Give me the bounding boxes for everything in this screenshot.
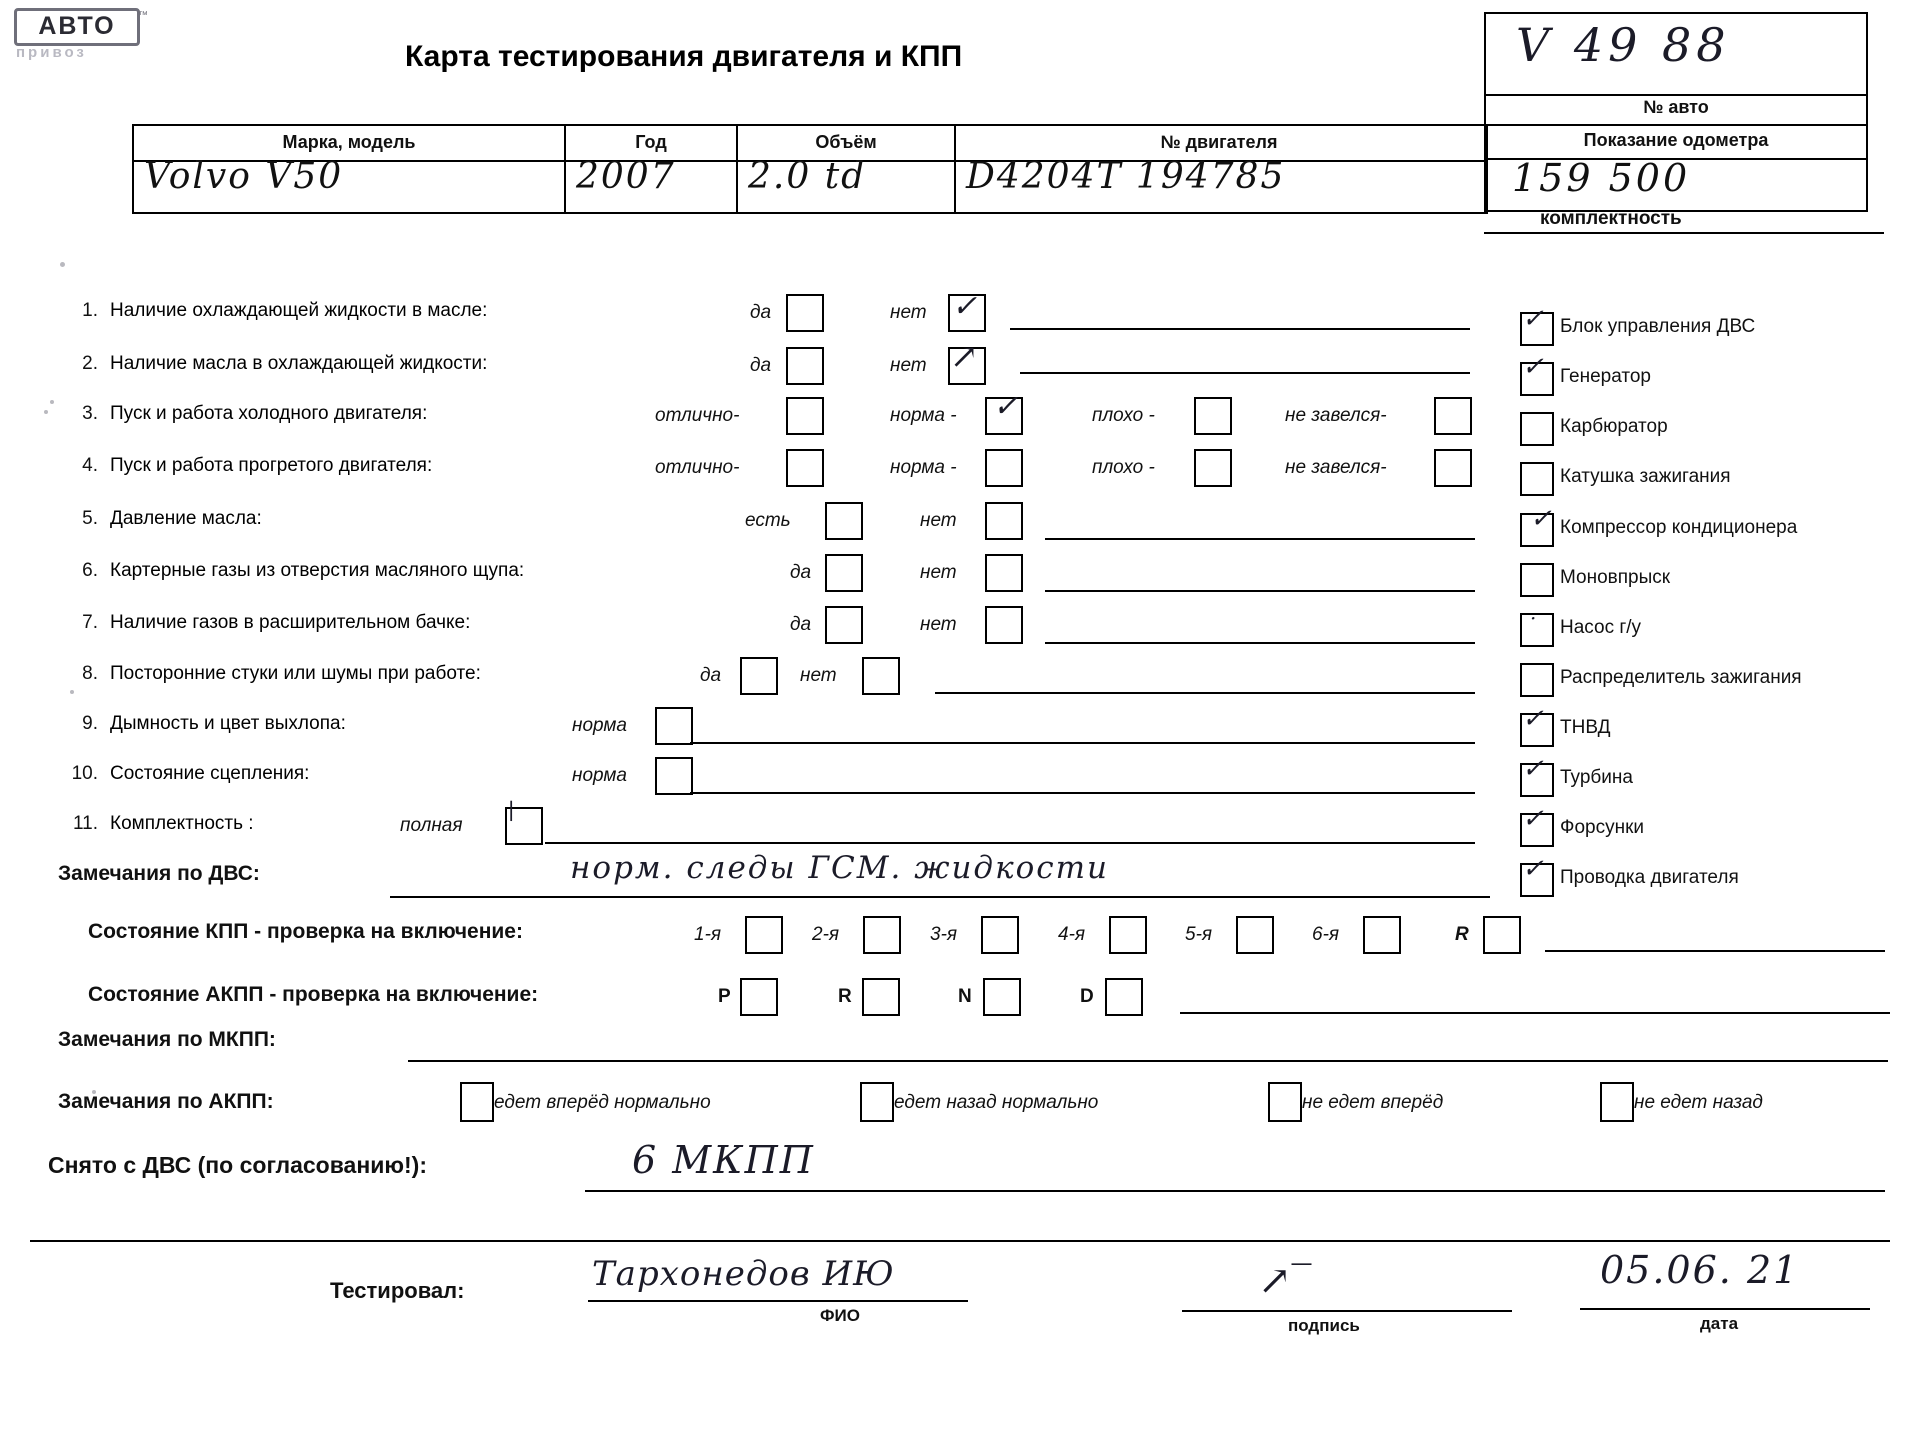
- completeness-item-9-label: Турбина: [1560, 767, 1633, 788]
- completeness-item-2-checkbox[interactable]: [1520, 412, 1554, 446]
- completeness-item-7-label: Распределитель зажигания: [1560, 667, 1802, 688]
- akpp-position-0-checkbox[interactable]: [740, 978, 778, 1016]
- cell-model: [134, 156, 564, 212]
- question-4-option-3-label: не завелся-: [1285, 457, 1387, 478]
- akpp-position-3-label: D: [1080, 986, 1094, 1007]
- question-9-label: Дымность и цвет выхлопа:: [110, 713, 346, 734]
- question-6-label: Картерные газы из отверстия масляного щупа:: [110, 560, 525, 581]
- cell-engine-number: [956, 156, 1482, 212]
- question-7-number: 7.: [82, 612, 98, 633]
- completeness-item-8-checkmark-icon: ✓: [1522, 704, 1544, 734]
- question-11-label: Комплектность :: [110, 813, 254, 834]
- question-11-number: 11.: [72, 813, 98, 834]
- cell-year-value: 2007: [576, 156, 676, 197]
- completeness-item-8-label: ТНВД: [1560, 717, 1611, 738]
- completeness-item-4-label: Компрессор кондиционера: [1560, 517, 1798, 538]
- logo-trademark-icon: ™: [138, 10, 148, 21]
- question-5-option-1-label: нет: [920, 510, 957, 531]
- question-9-option-0-label: норма: [572, 715, 627, 736]
- date-label: дата: [1700, 1314, 1739, 1333]
- notes-akpp-option-1-checkbox[interactable]: [860, 1082, 894, 1122]
- removed-value[interactable]: 6 МКПП: [632, 1138, 815, 1182]
- mkpp-gear-4-label: 5-я: [1185, 924, 1213, 945]
- question-2-checkmark-icon: ↗: [950, 337, 979, 377]
- mkpp-gear-0-label: 1-я: [694, 924, 722, 945]
- mkpp-gear-6-checkbox[interactable]: [1483, 916, 1521, 954]
- question-6-note-line: [1045, 590, 1475, 592]
- notes-akpp-option-3-label: не едет назад: [1634, 1092, 1763, 1113]
- date-line: [1580, 1308, 1870, 1310]
- completeness-item-4-checkmark-icon: ✓: [1530, 504, 1552, 534]
- removed-label: Снято с ДВС (по согласованию!):: [48, 1152, 427, 1178]
- completeness-item-2-label: Карбюратор: [1560, 416, 1668, 437]
- mkpp-gear-3-checkbox[interactable]: [1109, 916, 1147, 954]
- completeness-item-5-label: Моновпрыск: [1560, 567, 1671, 588]
- question-3-option-1-label: норма -: [890, 405, 957, 426]
- cell-volume-value: 2.0 td: [748, 156, 867, 197]
- question-1-option-0-checkbox[interactable]: [786, 294, 824, 332]
- question-10-note-line: [690, 792, 1475, 794]
- question-8-note-line: [935, 692, 1475, 694]
- question-6-option-0-label: да: [790, 562, 812, 583]
- question-6-option-0-checkbox[interactable]: [825, 554, 863, 592]
- signature-label: подпись: [1288, 1316, 1360, 1335]
- completeness-title: комплектность: [1540, 208, 1682, 229]
- mkpp-gear-4-checkbox[interactable]: [1236, 916, 1274, 954]
- completeness-item-1-label: Генератор: [1560, 366, 1651, 387]
- question-3-option-2-checkbox[interactable]: [1194, 397, 1232, 435]
- completeness-item-11-label: Проводка двигателя: [1560, 867, 1739, 888]
- completeness-item-5-checkbox[interactable]: [1520, 563, 1554, 597]
- notes-akpp-option-2-label: не едет вперёд: [1302, 1092, 1444, 1113]
- question-10-option-0-checkbox[interactable]: [655, 757, 693, 795]
- cell-model-value: Volvo V50: [144, 156, 344, 197]
- question-11-option-0-label: полная: [400, 815, 463, 836]
- question-6-option-1-label: нет: [920, 562, 957, 583]
- mkpp-gear-5-checkbox[interactable]: [1363, 916, 1401, 954]
- tested-by-fio-value[interactable]: Тархонедов ИЮ: [592, 1254, 895, 1294]
- question-3-label: Пуск и работа холодного двигателя:: [110, 403, 428, 424]
- akpp-position-2-label: N: [958, 986, 972, 1007]
- page-title: Карта тестирования двигателя и КПП: [405, 40, 963, 73]
- completeness-item-6-checkbox[interactable]: [1520, 613, 1554, 647]
- question-1-option-1-label: нет: [890, 302, 927, 323]
- col-header-engine-number: № двигателя: [1160, 132, 1278, 152]
- question-5-option-1-checkbox[interactable]: [985, 502, 1023, 540]
- speck: [50, 400, 54, 404]
- question-1-note-line: [1010, 328, 1470, 330]
- completeness-item-10-label: Форсунки: [1560, 817, 1644, 838]
- footer-divider: [30, 1240, 1890, 1242]
- completeness-divider: [1484, 232, 1884, 234]
- cell-year: [566, 156, 736, 212]
- question-2-option-1-label: нет: [890, 355, 927, 376]
- question-5-option-0-checkbox[interactable]: [825, 502, 863, 540]
- mkpp-gear-6-label: R: [1455, 924, 1469, 945]
- date-value[interactable]: 05.06. 21: [1600, 1248, 1800, 1292]
- mkpp-gear-2-checkbox[interactable]: [981, 916, 1019, 954]
- question-10-number: 10.: [71, 763, 98, 784]
- question-4-option-1-checkbox[interactable]: [985, 449, 1023, 487]
- cell-engine-number-value: D4204T 194785: [966, 156, 1286, 197]
- notes-engine-label: Замечания по ДВС:: [58, 862, 260, 885]
- question-1-number: 1.: [82, 300, 98, 321]
- question-5-option-0-label: есть: [745, 510, 791, 531]
- speck: [70, 690, 74, 694]
- completeness-item-3-checkbox[interactable]: [1520, 462, 1554, 496]
- col-header-volume: Объём: [815, 132, 877, 152]
- question-1-option-0-label: да: [750, 302, 772, 323]
- question-8-option-0-label: да: [700, 665, 722, 686]
- signature-line: [1182, 1310, 1512, 1312]
- cell-volume: [738, 156, 954, 212]
- question-3-option-3-label: не завелся-: [1285, 405, 1387, 426]
- mkpp-gear-5-label: 6-я: [1312, 924, 1340, 945]
- odometer-label: Показание одометра: [1484, 124, 1868, 160]
- akpp-position-2-checkbox[interactable]: [983, 978, 1021, 1016]
- question-3-number: 3.: [82, 403, 98, 424]
- plate-number-label: № авто: [1484, 92, 1868, 126]
- notes-akpp-option-0-checkbox[interactable]: [460, 1082, 494, 1122]
- question-4-option-2-checkbox[interactable]: [1194, 449, 1232, 487]
- question-7-note-line: [1045, 642, 1475, 644]
- akpp-label: Состояние АКПП - проверка на включение:: [88, 983, 539, 1006]
- question-2-note-line: [1020, 372, 1470, 374]
- question-4-number: 4.: [82, 455, 98, 476]
- col-header-model: Марка, модель: [282, 132, 416, 152]
- question-2-option-0-checkbox[interactable]: [786, 347, 824, 385]
- question-3-option-2-label: плохо -: [1092, 405, 1155, 426]
- completeness-item-6-label: Насос г/у: [1560, 617, 1642, 638]
- question-7-option-1-checkbox[interactable]: [985, 606, 1023, 644]
- odometer-value-box: [1484, 158, 1868, 212]
- akpp-position-1-checkbox[interactable]: [862, 978, 900, 1016]
- completeness-item-7-checkbox[interactable]: [1520, 663, 1554, 697]
- vehicle-header-table: [132, 124, 1488, 214]
- notes-akpp-option-0-label: едет вперёд нормально: [494, 1092, 711, 1113]
- completeness-item-9-checkmark-icon: ✓: [1522, 754, 1544, 784]
- question-11-checkmark-icon: ∣: [508, 800, 515, 825]
- completeness-item-1-checkmark-icon: ✓: [1522, 352, 1544, 382]
- question-5-label: Давление масла:: [110, 508, 262, 529]
- akpp-note-line: [1180, 1012, 1890, 1014]
- question-2-number: 2.: [82, 353, 98, 374]
- question-8-number: 8.: [82, 663, 98, 684]
- notes-akpp-option-1-label: едет назад нормально: [894, 1092, 1099, 1113]
- question-8-option-1-checkbox[interactable]: [862, 657, 900, 695]
- question-2-label: Наличие масла в охлаждающей жидкости:: [110, 353, 488, 374]
- odometer-value: 159 500: [1512, 156, 1691, 200]
- question-4-option-2-label: плохо -: [1092, 457, 1155, 478]
- question-7-option-0-checkbox[interactable]: [825, 606, 863, 644]
- question-9-option-0-checkbox[interactable]: [655, 707, 693, 745]
- signature-mark[interactable]: ↗‾: [1258, 1258, 1312, 1304]
- notes-engine-value[interactable]: норм. следы ГСМ. жидкости: [570, 850, 1109, 886]
- notes-akpp-option-2-checkbox[interactable]: [1268, 1082, 1302, 1122]
- plate-number-box: [1484, 12, 1868, 96]
- plate-number-value: V 49 88: [1516, 18, 1731, 72]
- notes-engine-line: [390, 896, 1490, 898]
- mkpp-gear-1-label: 2-я: [812, 924, 840, 945]
- mkpp-gear-0-checkbox[interactable]: [745, 916, 783, 954]
- akpp-position-1-label: R: [838, 986, 852, 1007]
- mkpp-gear-2-label: 3-я: [930, 924, 958, 945]
- question-3-option-0-checkbox[interactable]: [786, 397, 824, 435]
- question-1-label: Наличие охлаждающей жидкости в масле:: [110, 300, 488, 321]
- completeness-item-6-checkmark-icon: ·: [1530, 606, 1537, 630]
- fio-label: ФИО: [820, 1306, 860, 1325]
- notes-akpp-label: Замечания по АКПП:: [58, 1090, 274, 1113]
- completeness-item-0-label: Блок управления ДВС: [1560, 316, 1756, 337]
- question-7-option-0-label: да: [790, 614, 812, 635]
- question-3-checkmark-icon: ✓: [993, 389, 1019, 424]
- completeness-item-11-checkmark-icon: ✓: [1522, 854, 1544, 884]
- mkpp-gear-3-label: 4-я: [1058, 924, 1086, 945]
- question-9-note-line: [690, 742, 1475, 744]
- notes-akpp-option-3-checkbox[interactable]: [1600, 1082, 1634, 1122]
- mkpp-label: Состояние КПП - проверка на включение:: [88, 920, 523, 943]
- question-6-option-1-checkbox[interactable]: [985, 554, 1023, 592]
- question-9-number: 9.: [82, 713, 98, 734]
- question-6-number: 6.: [82, 560, 98, 581]
- question-1-checkmark-icon: ✓: [952, 289, 978, 324]
- mkpp-gear-1-checkbox[interactable]: [863, 916, 901, 954]
- question-10-label: Состояние сцепления:: [110, 763, 310, 784]
- question-4-option-0-label: отлично-: [655, 457, 740, 478]
- question-4-option-0-checkbox[interactable]: [786, 449, 824, 487]
- question-8-option-1-label: нет: [800, 665, 837, 686]
- question-3-option-3-checkbox[interactable]: [1434, 397, 1472, 435]
- completeness-item-10-checkmark-icon: ✓: [1522, 804, 1544, 834]
- speck: [44, 410, 48, 414]
- col-header-year: Год: [635, 132, 667, 152]
- logo-brand: АВТО: [14, 8, 140, 46]
- notes-mkpp-label: Замечания по МКПП:: [58, 1028, 276, 1051]
- question-4-label: Пуск и работа прогретого двигателя:: [110, 455, 433, 476]
- completeness-item-3-label: Катушка зажигания: [1560, 466, 1731, 487]
- question-3-option-0-label: отлично-: [655, 405, 740, 426]
- mkpp-note-line: [1545, 950, 1885, 952]
- question-4-option-1-label: норма -: [890, 457, 957, 478]
- question-7-label: Наличие газов в расширительном бачке:: [110, 612, 471, 633]
- speck: [60, 262, 65, 267]
- completeness-item-0-checkmark-icon: ✓: [1522, 304, 1544, 334]
- logo-subtitle: привоз: [16, 44, 87, 61]
- question-2-option-0-label: да: [750, 355, 772, 376]
- removed-line: [585, 1190, 1885, 1192]
- question-10-option-0-label: норма: [572, 765, 627, 786]
- question-8-option-0-checkbox[interactable]: [740, 657, 778, 695]
- akpp-position-3-checkbox[interactable]: [1105, 978, 1143, 1016]
- notes-mkpp-line[interactable]: [408, 1060, 1888, 1062]
- question-11-note-line: [545, 842, 1475, 844]
- akpp-position-0-label: P: [718, 986, 731, 1007]
- question-4-option-3-checkbox[interactable]: [1434, 449, 1472, 487]
- fio-line: [588, 1300, 968, 1302]
- question-7-option-1-label: нет: [920, 614, 957, 635]
- logo: [14, 8, 164, 64]
- question-8-label: Посторонние стуки или шумы при работе:: [110, 663, 481, 684]
- tested-by-label: Тестировал:: [330, 1278, 465, 1303]
- question-5-number: 5.: [82, 508, 98, 529]
- question-5-note-line: [1045, 538, 1475, 540]
